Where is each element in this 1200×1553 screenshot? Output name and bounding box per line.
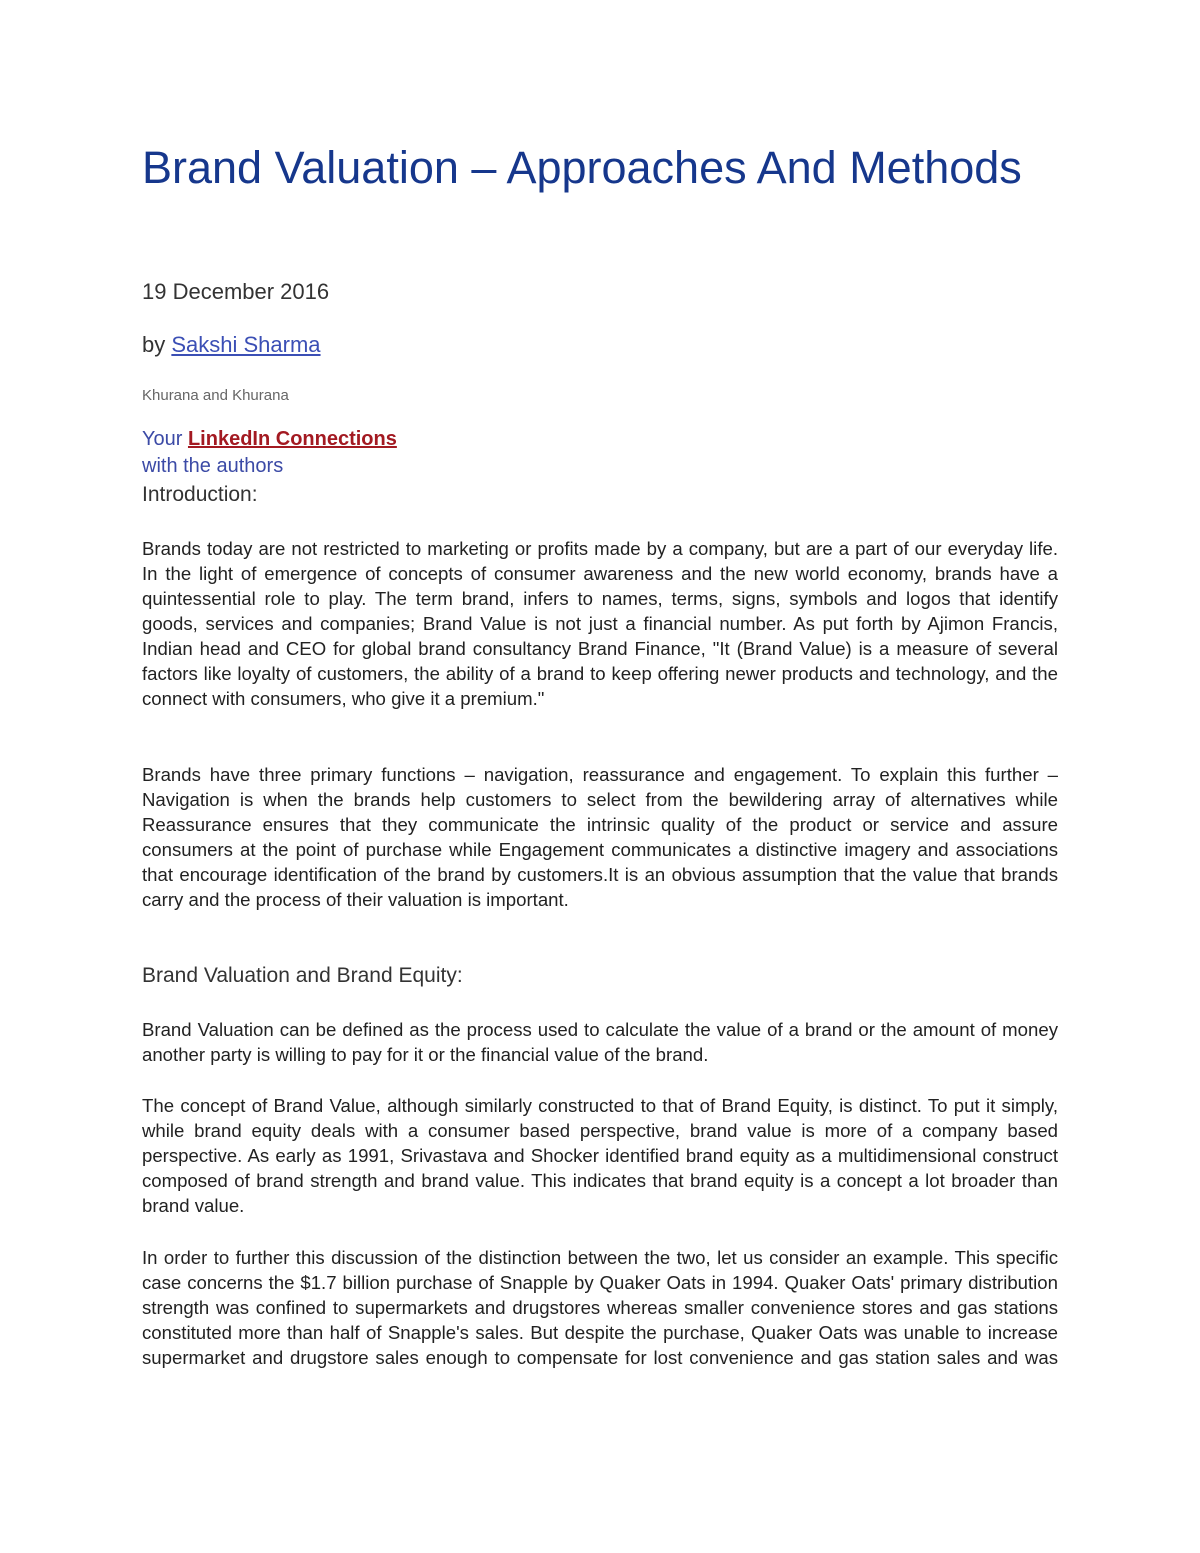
section-heading: Brand Valuation and Brand Equity: bbox=[142, 964, 463, 987]
byline-prefix: by bbox=[142, 332, 172, 357]
paragraph-concept: The concept of Brand Value, although similarly constructed to that of Brand Equity, is distinct. To put it simply, while brand equity deals with a consumer based perspective, brand value is more of a company based perspective. As early as 1991, Srivastava and Shocker identified brand equity as a multidimensional construct composed of brand strength and brand value. This indicates that brand equity is a concept a lot broader than brand value. bbox=[142, 1095, 1058, 1216]
page-title: Brand Valuation – Approaches And Methods bbox=[142, 142, 1022, 193]
paragraph-example: In order to further this discussion of the distinction between the two, let us consider an example. This specific case concerns the $1.7 billion purchase of Snapple by Quaker Oats in 1994. Quaker Oats' primary distribution strength was confined to supermarkets and drugstores whereas smaller convenience stores and gas stations constituted more than half of Snapple's sales. But despite the purchase, Quaker Oats was unable to increase supermarket and drugstore sales enough to compensate for lost convenience and gas station sales and was bbox=[142, 1247, 1058, 1368]
author-link[interactable]: Sakshi Sharma bbox=[171, 332, 321, 357]
publish-date: 19 December 2016 bbox=[142, 279, 330, 304]
paragraph-functions: Brands have three primary functions – navigation, reassurance and engagement. To explain this further – Navigation is when the brands help customers to select from the bewildering array of alternatives while Reassurance ensures that they communicate the intrinsic quality of the product or service and assure consumers at the point of purchase while Engagement communicates a distinctive imagery and associations that encourage identification of the brand by customers.It is an obvious assumption that the value that brands carry and the process of their valuation is important. bbox=[142, 764, 1058, 910]
linkedin-connections-block bbox=[142, 426, 397, 480]
paragraph-intro: Brands today are not restricted to marketing or profits made by a company, but are a part of our everyday life. In the light of emergence of concepts of consumer awareness and the new world economy, brands have a quintessential role to play. The term brand, infers to names, terms, signs, symbols and logos that identify goods, services and companies; Brand Value is not just a financial number. As put forth by Ajimon Francis, Indian head and CEO for global brand consultancy Brand Finance, "It (Brand Value) is a measure of several factors like loyalty of customers, the ability of a brand to keep offering newer products and technology, and the connect with consumers, who give it a premium." bbox=[142, 538, 1058, 709]
linkedin-connections-link[interactable]: LinkedIn Connections bbox=[187, 428, 397, 450]
linkedin-line-1 bbox=[142, 426, 397, 453]
intro-heading: Introduction: bbox=[142, 483, 258, 506]
linkedin-suffix: with the authors bbox=[142, 455, 284, 477]
linkedin-prefix: Your bbox=[142, 428, 188, 450]
paragraph-definition: Brand Valuation can be defined as the process used to calculate the value of a brand or the amount of money another party is willing to pay for it or the financial value of the brand. bbox=[142, 1019, 1058, 1065]
organization: Khurana and Khurana bbox=[142, 387, 289, 404]
byline bbox=[142, 331, 321, 359]
